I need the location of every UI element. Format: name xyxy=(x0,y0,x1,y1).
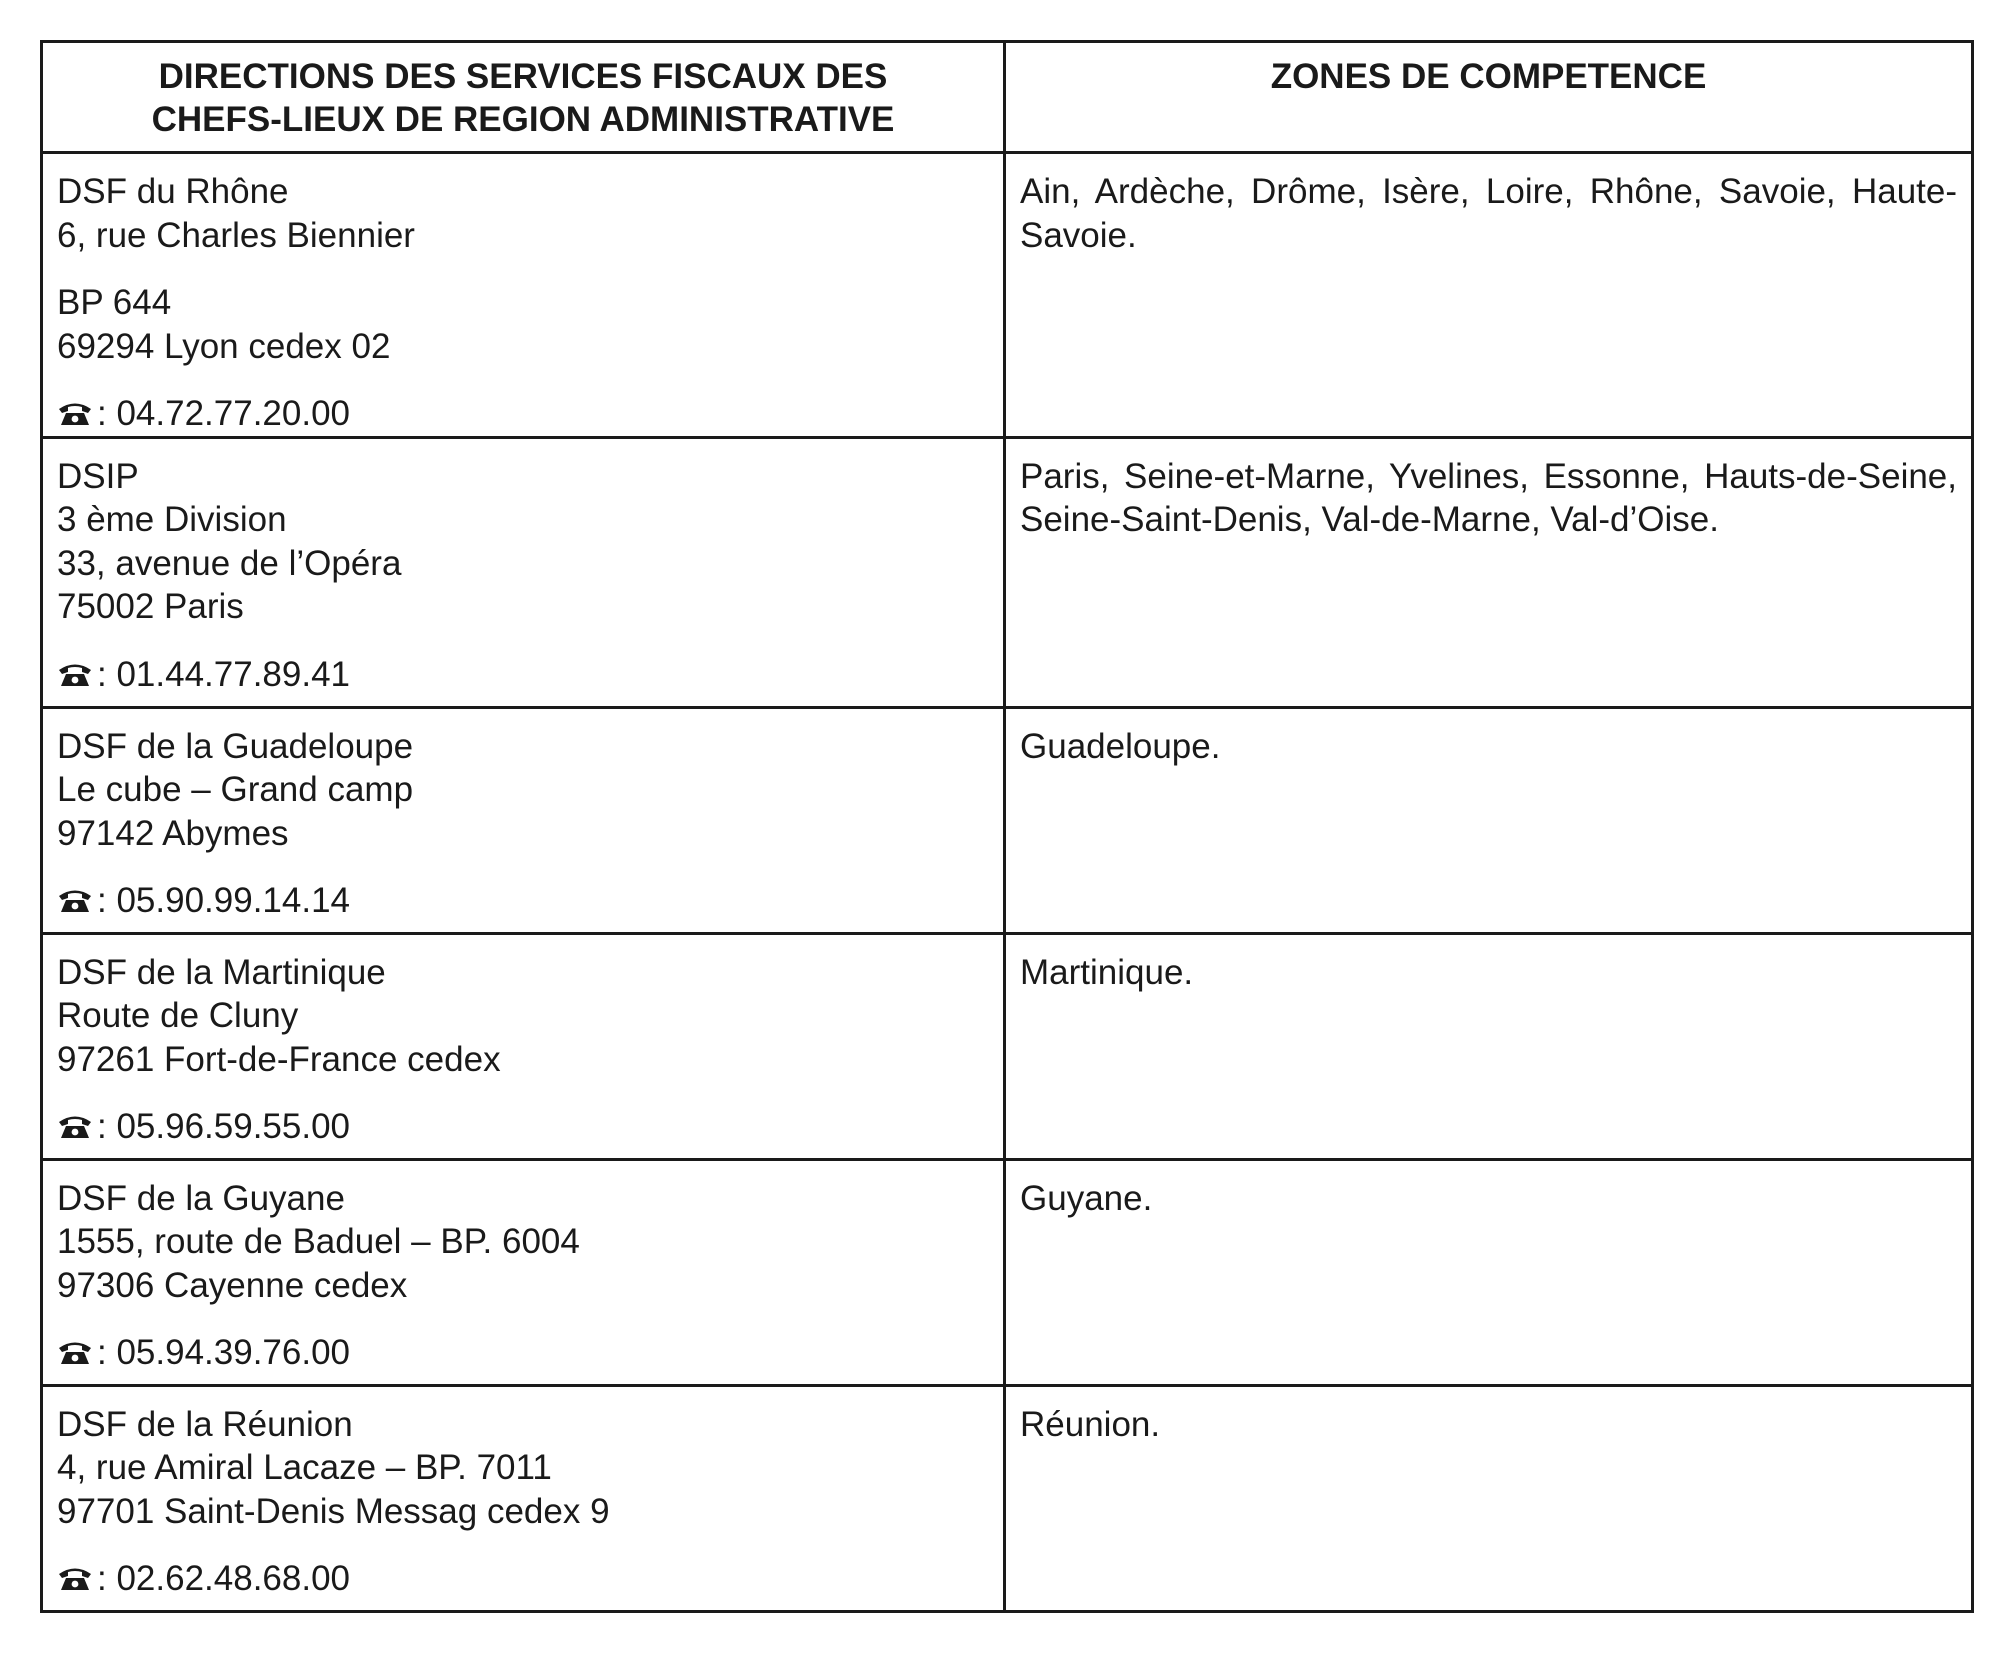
telephone-icon xyxy=(57,659,93,689)
address-line: DSF de la Guadeloupe xyxy=(57,726,414,766)
address-line: Le cube – Grand camp xyxy=(57,770,414,809)
phone-line xyxy=(57,653,989,697)
header-directions-line2: CHEFS-LIEUX DE REGION ADMINISTRATIVE xyxy=(151,100,895,139)
zones-cell xyxy=(1005,1159,1973,1385)
header-zones-label: ZONES DE COMPETENCE xyxy=(1270,57,1707,96)
zones-text: Guadeloupe. xyxy=(1020,726,1221,766)
phone-number: : 05.96.59.55.00 xyxy=(97,1107,350,1146)
table-row xyxy=(42,437,1973,707)
address-line: 6, rue Charles Biennier xyxy=(57,215,415,255)
telephone-icon xyxy=(57,885,93,915)
address-cell xyxy=(42,933,1005,1159)
address-line: BP 644 xyxy=(57,283,172,322)
address-line: DSF de la Martinique xyxy=(57,952,386,992)
zones-text: Martinique. xyxy=(1020,952,1194,992)
table-row xyxy=(42,153,1973,438)
phone-number: : 05.90.99.14.14 xyxy=(97,881,350,920)
table-row xyxy=(42,1159,1973,1385)
address-line: 97701 Saint-Denis Messag cedex 9 xyxy=(57,1491,610,1531)
address-line: 33, avenue de l’Opéra xyxy=(57,543,402,583)
phone-number: : 04.72.77.20.00 xyxy=(97,394,350,433)
phone-line xyxy=(57,1331,989,1375)
address-cell xyxy=(42,1385,1005,1611)
address-line: 69294 Lyon cedex 02 xyxy=(57,326,391,366)
address-cell xyxy=(42,1159,1005,1385)
telephone-icon xyxy=(57,398,93,428)
zones-text: Ain, Ardèche, Drôme, Isère, Loire, Rhône, Savoie, Haute-Savoie. xyxy=(1020,172,1957,255)
address-line: DSF de la Réunion xyxy=(57,1404,353,1444)
address-line: DSF du Rhône xyxy=(57,172,289,211)
phone-number: : 05.94.39.76.00 xyxy=(97,1333,350,1372)
address-line: 97261 Fort-de-France cedex xyxy=(57,1039,501,1079)
phone-number: : 01.44.77.89.41 xyxy=(97,654,350,694)
address-line: 97306 Cayenne cedex xyxy=(57,1265,408,1305)
address-cell xyxy=(42,437,1005,707)
address-line: 4, rue Amiral Lacaze – BP. 7011 xyxy=(57,1448,552,1487)
table-row xyxy=(42,707,1973,933)
address-line: DSF de la Guyane xyxy=(57,1178,345,1218)
telephone-icon xyxy=(57,1111,93,1141)
zones-cell xyxy=(1005,707,1973,933)
address-cell xyxy=(42,707,1005,933)
phone-line xyxy=(57,879,989,923)
zones-cell xyxy=(1005,153,1973,438)
telephone-icon xyxy=(57,1563,93,1593)
zones-text: Réunion. xyxy=(1020,1404,1161,1444)
zones-cell xyxy=(1005,437,1973,707)
address-line: 75002 Paris xyxy=(57,587,244,626)
header-zones xyxy=(1005,42,1973,153)
header-directions xyxy=(42,42,1005,153)
zones-cell xyxy=(1005,1385,1973,1611)
table-row xyxy=(42,1385,1973,1611)
table-row xyxy=(42,933,1973,1159)
address-line: Route de Cluny xyxy=(57,996,299,1035)
address-line: 97142 Abymes xyxy=(57,813,289,853)
directions-table xyxy=(40,40,1974,1613)
address-line: DSIP xyxy=(57,456,139,496)
telephone-icon xyxy=(57,1337,93,1367)
address-line: 3 ème Division xyxy=(57,500,287,539)
zones-text: Paris, Seine-et-Marne, Yvelines, Essonne, Hauts-de-Seine, Seine-Saint-Denis, Val-de-Marne, Val-d’Oise. xyxy=(1020,456,1957,539)
address-cell xyxy=(42,153,1005,438)
header-directions-line1: DIRECTIONS DES SERVICES FISCAUX DES xyxy=(158,57,888,96)
address-line: 1555, route de Baduel – BP. 6004 xyxy=(57,1222,580,1261)
phone-line xyxy=(57,392,989,436)
header-row xyxy=(42,42,1973,153)
zones-text: Guyane. xyxy=(1020,1178,1153,1218)
phone-number: : 02.62.48.68.00 xyxy=(97,1559,350,1598)
zones-cell xyxy=(1005,933,1973,1159)
phone-line xyxy=(57,1105,989,1149)
phone-line xyxy=(57,1557,989,1601)
